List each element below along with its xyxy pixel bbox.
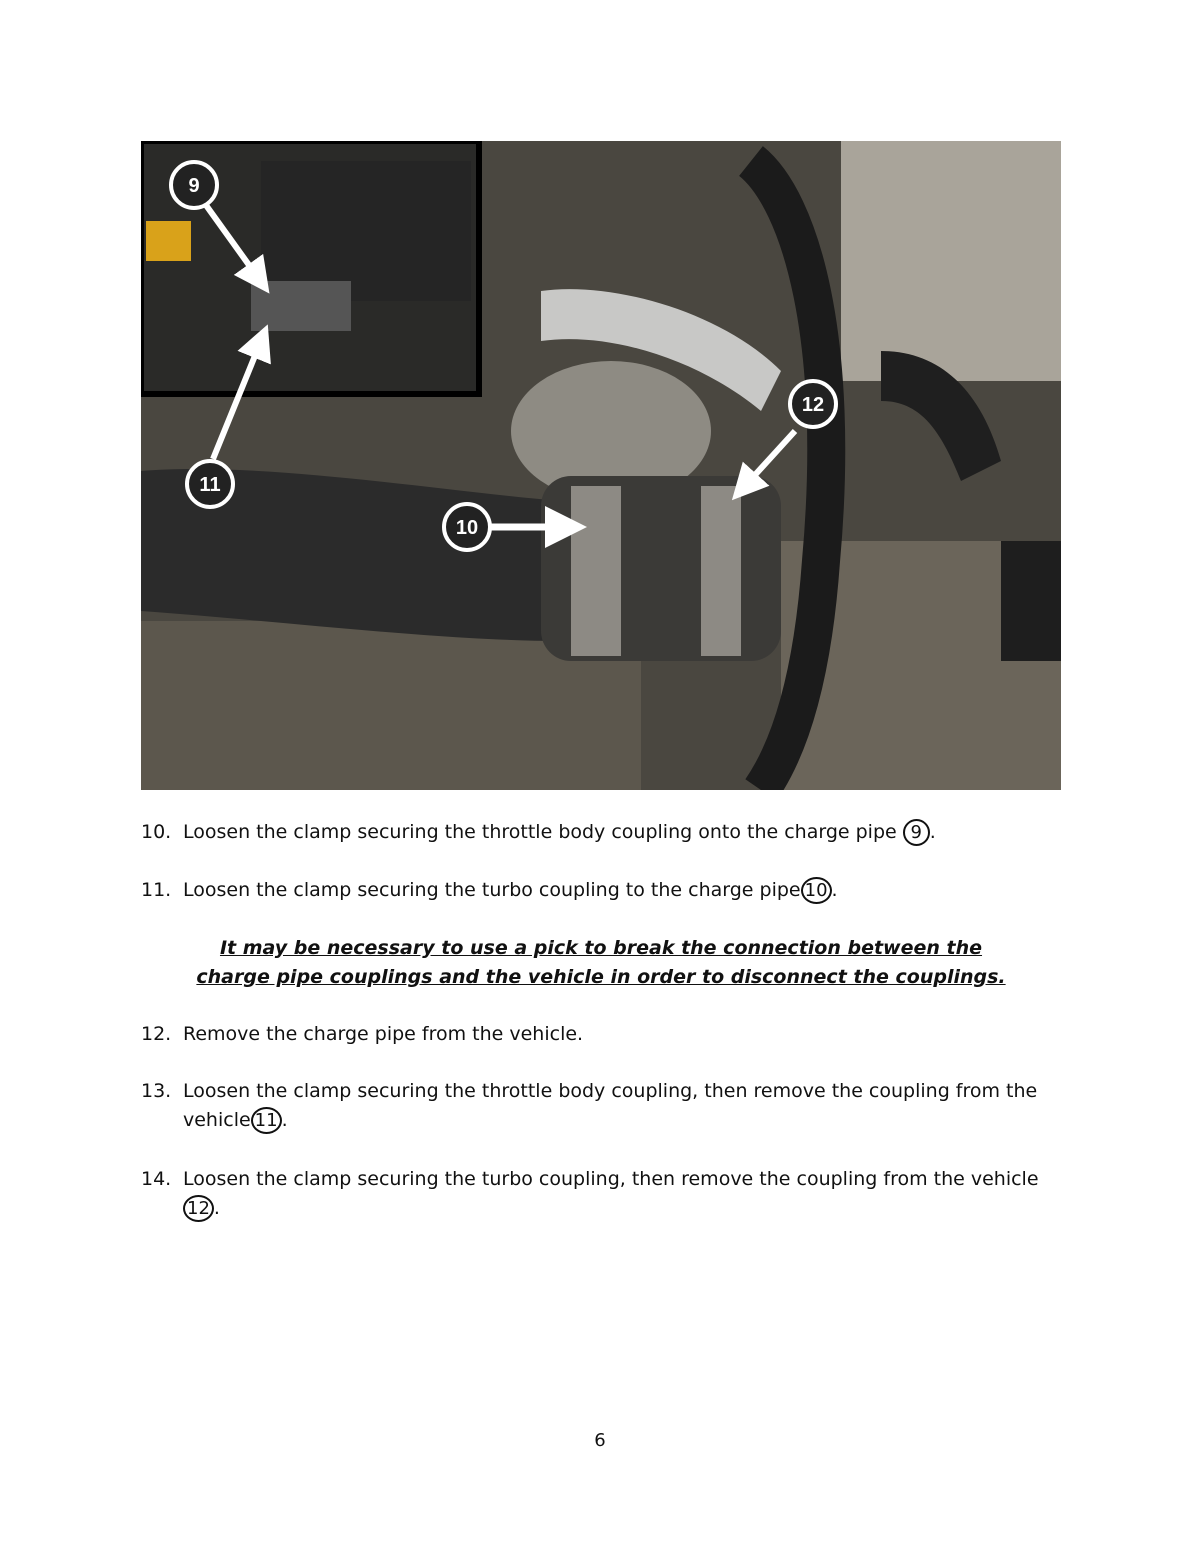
step-number: 11. [141,879,172,901]
step-number: 10. [141,821,172,843]
engine-bay-photo [141,141,1061,790]
step-text: Loosen the clamp securing the turbo coupling, then remove the coupling from the vehicle [183,1168,1039,1190]
caution-note: It may be necessary to use a pick to break the connection between the charge pipe couplings and the vehicle in order to disconnect the couplings. [196,937,1006,988]
page-number: 6 [594,1430,606,1451]
reference-callout: 9 [903,819,930,846]
step-number: 13. [141,1080,172,1102]
engine-bay-illustration [141,141,1061,790]
step-text: Loosen the clamp securing the throttle body coupling onto the charge pipe [183,821,897,843]
reference-callout: 11 [251,1107,282,1134]
svg-text:12: 12 [801,394,825,416]
svg-text:10: 10 [455,517,479,539]
callout-11 [187,461,233,507]
callout-10 [444,504,490,550]
reference-callout: 12 [183,1195,214,1222]
reference-callout: 10 [801,877,832,904]
step-text: Remove the charge pipe from the vehicle. [183,1023,584,1045]
svg-text:11: 11 [199,474,221,496]
svg-text:9: 9 [188,175,200,197]
callout-12 [790,381,836,427]
step-number: 12. [141,1023,172,1045]
step-text: Loosen the clamp securing the turbo coupling to the charge pipe [183,879,801,901]
step-text: Loosen the clamp securing the throttle body coupling, then remove the coupling from the [183,1080,1038,1102]
step-number: 14. [141,1168,172,1190]
callout-9 [171,162,217,208]
